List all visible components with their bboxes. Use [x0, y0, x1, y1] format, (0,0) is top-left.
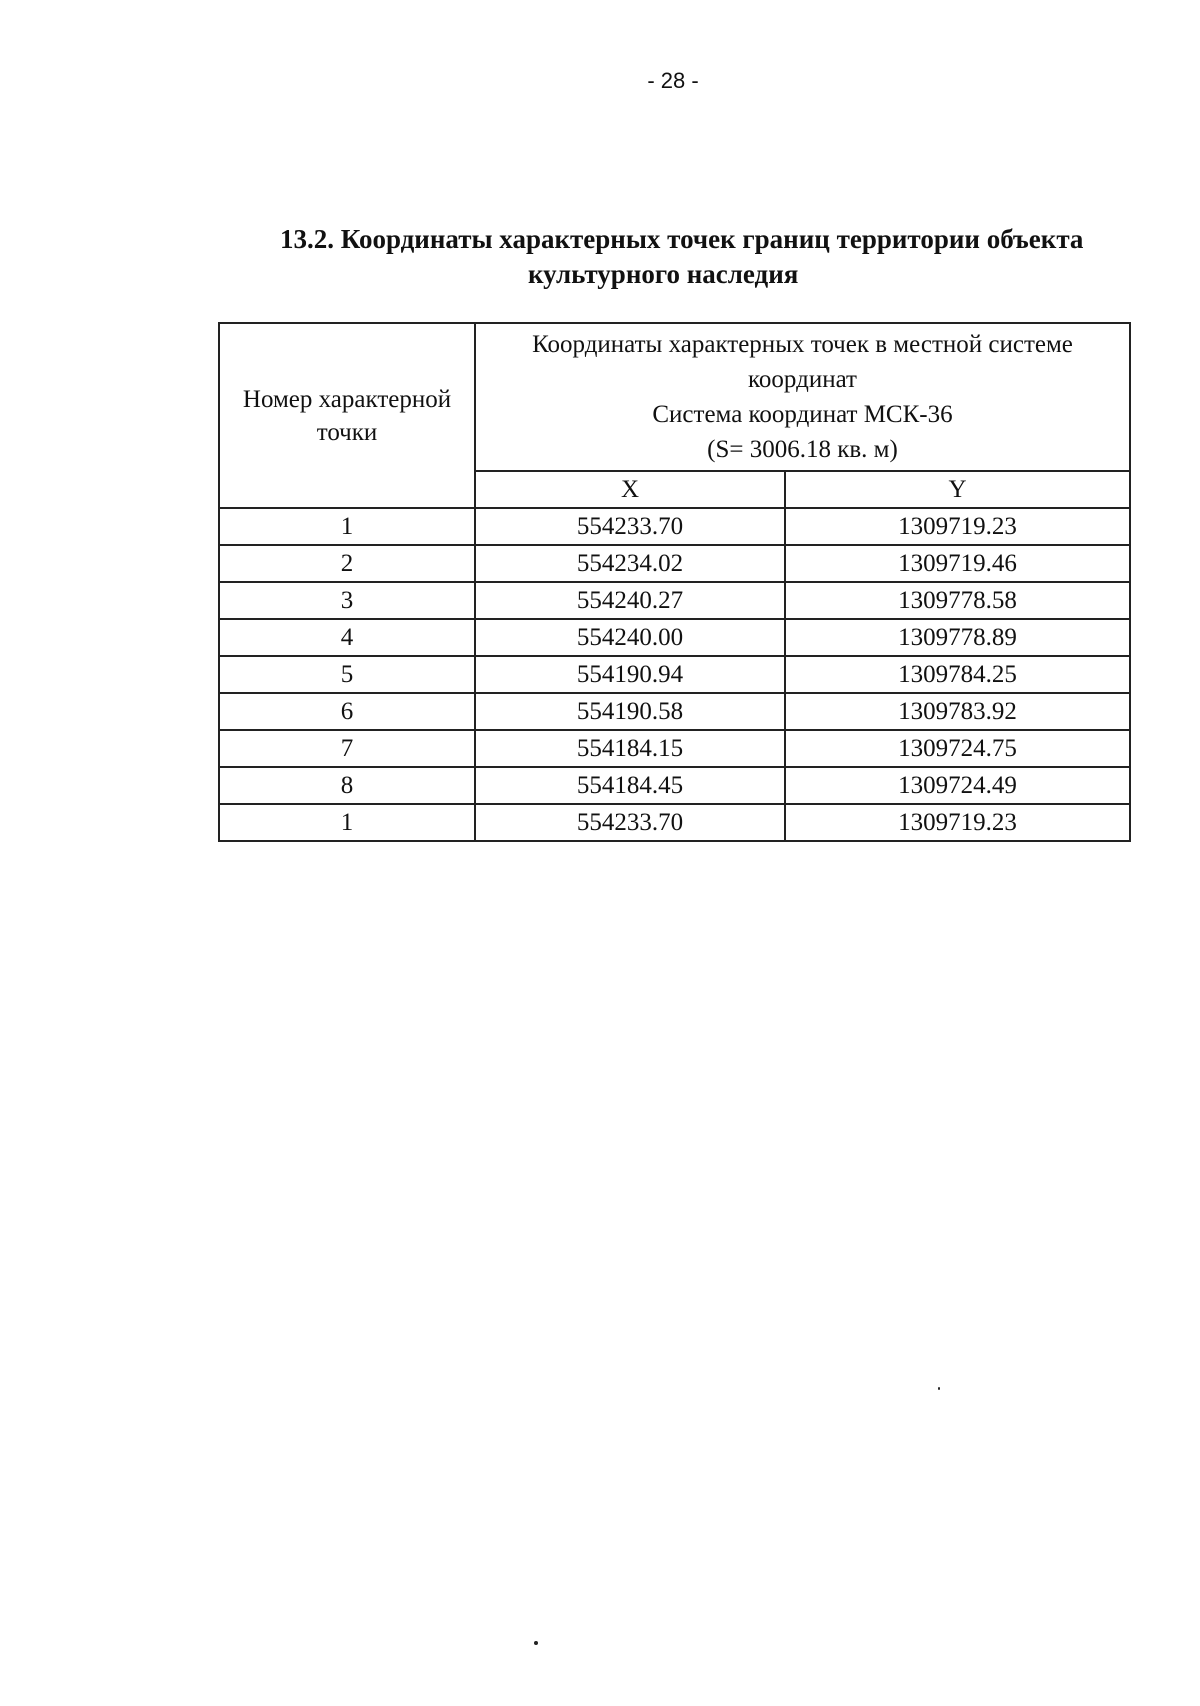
coordinates-table	[218, 322, 1131, 842]
cell-x: 554240.27	[475, 582, 785, 619]
cell-x: 554233.70	[475, 508, 785, 545]
header-point-number: Номер характерной точки	[219, 323, 475, 508]
section-title	[280, 222, 1180, 292]
header-y: Y	[785, 471, 1130, 508]
table-row	[219, 619, 1130, 656]
table-body	[219, 508, 1130, 841]
cell-x: 554240.00	[475, 619, 785, 656]
header-x: X	[475, 471, 785, 508]
scan-speck	[534, 1641, 538, 1645]
cell-y: 1309719.23	[785, 508, 1130, 545]
cell-point: 7	[219, 730, 475, 767]
section-title-line-2: культурного наследия	[528, 259, 799, 289]
header-coordinates-line-2: Система координат МСК-36	[652, 401, 953, 428]
section-title-line-1: 13.2. Координаты характерных точек границ территории объекта	[280, 224, 1084, 254]
table-row	[219, 730, 1130, 767]
cell-point: 1	[219, 508, 475, 545]
page-number: - 28 -	[647, 68, 699, 93]
cell-x: 554184.45	[475, 767, 785, 804]
cell-point: 6	[219, 693, 475, 730]
cell-x: 554184.15	[475, 730, 785, 767]
table-row	[219, 508, 1130, 545]
cell-y: 1309719.23	[785, 804, 1130, 841]
header-coordinates	[475, 323, 1130, 471]
cell-x: 554190.58	[475, 693, 785, 730]
table-row	[219, 582, 1130, 619]
table-row	[219, 767, 1130, 804]
cell-y: 1309719.46	[785, 545, 1130, 582]
scan-speck	[938, 1387, 940, 1390]
table-row	[219, 545, 1130, 582]
cell-point: 1	[219, 804, 475, 841]
table-row	[219, 804, 1130, 841]
cell-point: 8	[219, 767, 475, 804]
table-row	[219, 693, 1130, 730]
header-coordinates-line-1: Координаты характерных точек в местной системе координат	[532, 331, 1073, 393]
cell-point: 4	[219, 619, 475, 656]
cell-point: 2	[219, 545, 475, 582]
cell-y: 1309783.92	[785, 693, 1130, 730]
header-coordinates-line-3: (S= 3006.18 кв. м)	[707, 436, 898, 463]
table-row	[219, 656, 1130, 693]
cell-y: 1309778.58	[785, 582, 1130, 619]
cell-y: 1309778.89	[785, 619, 1130, 656]
cell-y: 1309724.75	[785, 730, 1130, 767]
cell-y: 1309724.49	[785, 767, 1130, 804]
cell-y: 1309784.25	[785, 656, 1130, 693]
cell-point: 5	[219, 656, 475, 693]
cell-x: 554234.02	[475, 545, 785, 582]
cell-point: 3	[219, 582, 475, 619]
cell-x: 554190.94	[475, 656, 785, 693]
cell-x: 554233.70	[475, 804, 785, 841]
table-header-row	[219, 323, 1130, 471]
